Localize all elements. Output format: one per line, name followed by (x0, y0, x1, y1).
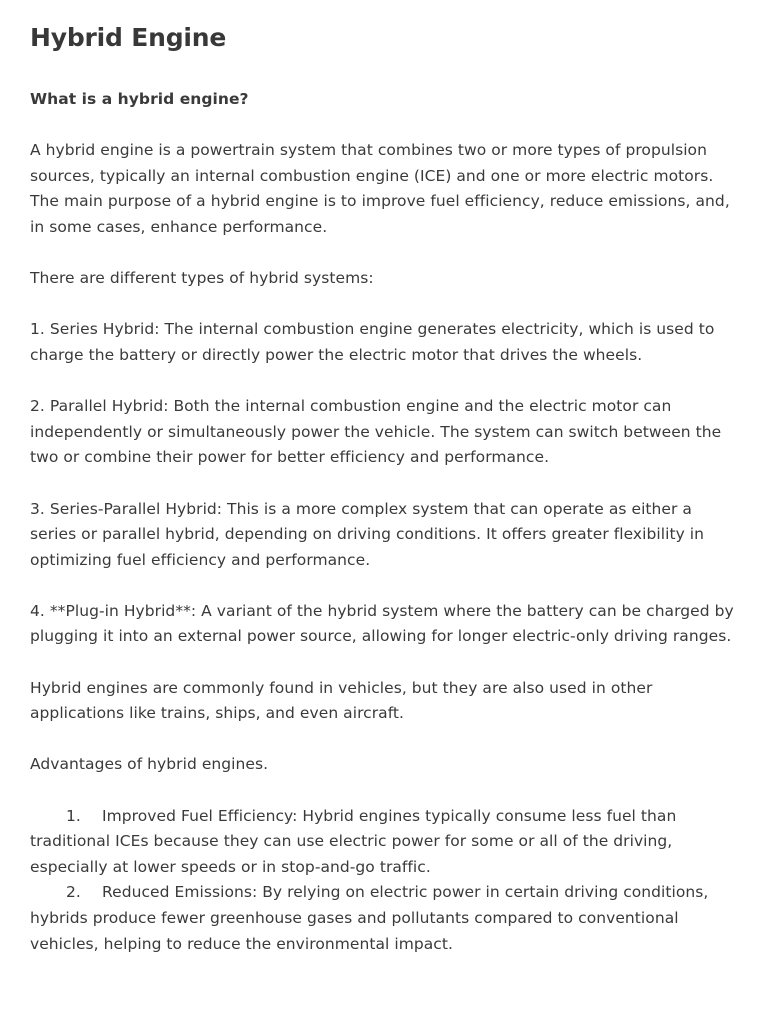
list-item-number: 2. (66, 883, 81, 902)
advantages-heading: Advantages of hybrid engines. (30, 755, 269, 774)
type-series-hybrid: 1. Series Hybrid: The internal combustion engine generates electricity, which is used to charge the battery or directly power the electric motor that drives the wheels. (30, 320, 715, 364)
type-parallel-hybrid: 2. Parallel Hybrid: Both the internal combustion engine and the electric motor can independently or simultaneously power the vehicle. The system can switch between the two or combine their power for better efficiency and performance. (30, 397, 722, 467)
type-plug-in-hybrid: 4. **Plug-in Hybrid**: A variant of the hybrid system where the battery can be charged by plugging it into an external power source, allowing for longer electric-only driving ranges. (30, 601, 734, 646)
types-intro: There are different types of hybrid systems: (30, 269, 374, 288)
applications-paragraph: Hybrid engines are commonly found in vehicles, but they are also used in other applications like trains, ships, and even aircraft. (30, 678, 653, 723)
list-item-number: 1. (66, 806, 81, 825)
intro-paragraph: A hybrid engine is a powertrain system that combines two or more types of propulsion sources, typically an internal combustion engine (ICE) and one or more electric motors. The main purpose of a hybrid engine is to improve fuel efficiency, reduce emissions, and, in some cases, enhance performance. (30, 141, 730, 236)
advantages-list (30, 804, 738, 958)
document-body (30, 87, 738, 957)
section-question: What is a hybrid engine? (30, 90, 249, 108)
list-item (30, 804, 738, 881)
page-title: Hybrid Engine (30, 23, 227, 52)
list-item (30, 880, 738, 957)
type-series-parallel-hybrid: 3. Series-Parallel Hybrid: This is a more complex system that can operate as either a series or parallel hybrid, depending on driving conditions. It offers greater flexibility in optimizing fuel efficiency and performance. (30, 499, 705, 569)
list-item-text: Improved Fuel Efficiency: Hybrid engines typically consume less fuel than traditional ICEs because they can use electric power for some or all of the driving, especially at lower speeds or in stop-and-go traffic. (30, 806, 677, 876)
list-item-text: Reduced Emissions: By relying on electric power in certain driving conditions, hybrids produce fewer greenhouse gases and pollutants compared to conventional vehicles, helping to reduce the environmental impact. (30, 883, 709, 953)
